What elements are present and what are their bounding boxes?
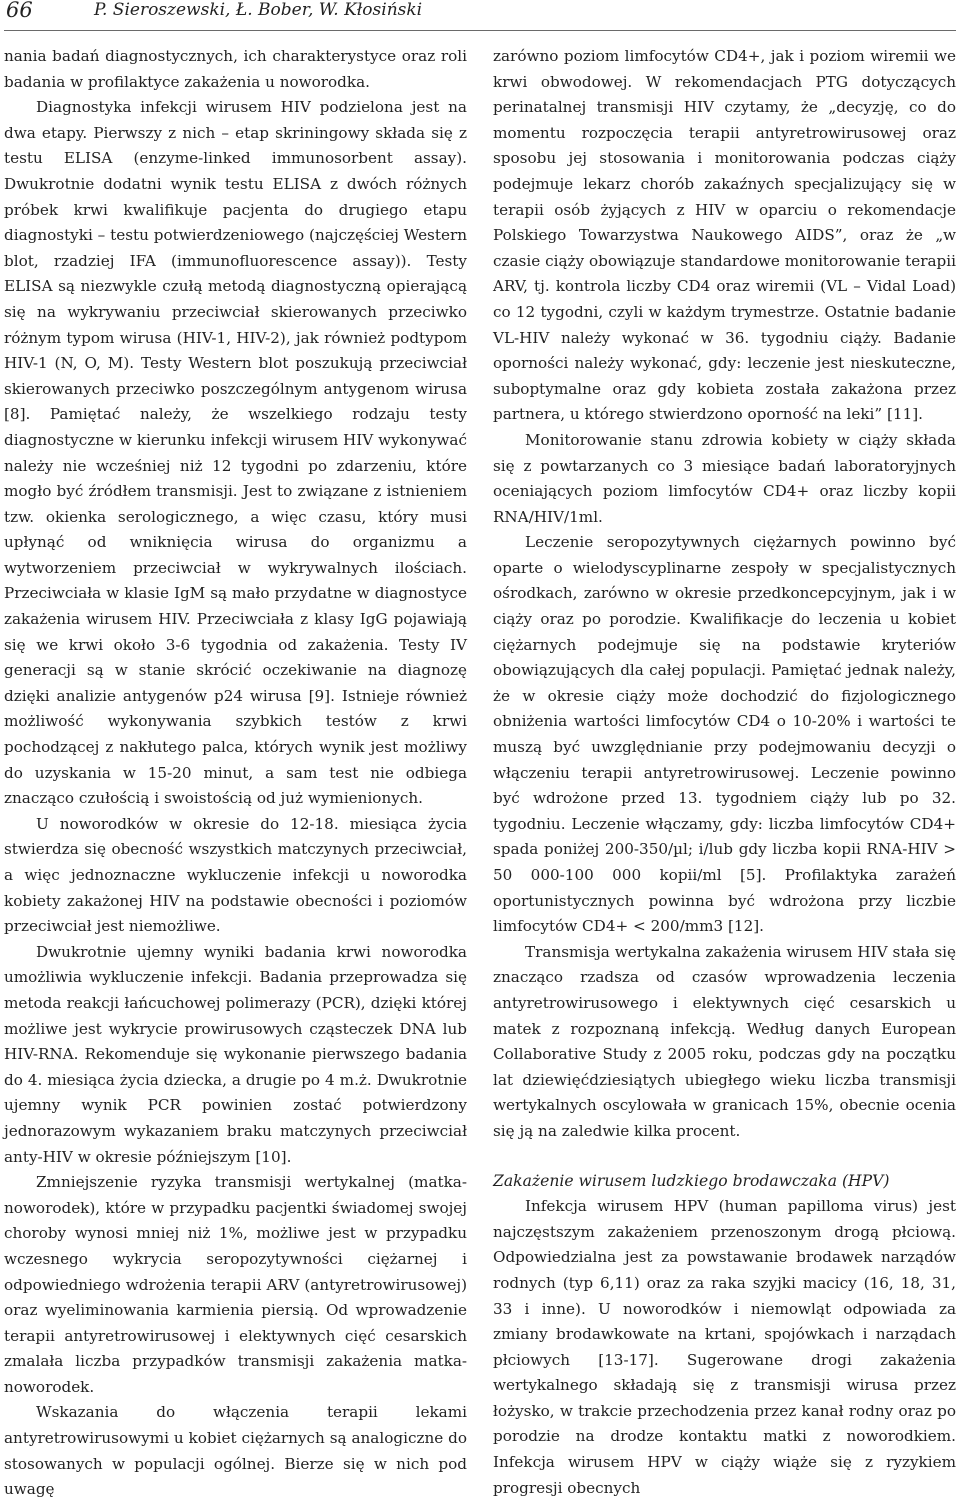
running-header: [4, 0, 956, 31]
paragraph: Diagnostyka infekcji wirusem HIV podzielona jest na dwa etapy. Pierwszy z nich – etap skriningowy składa się z testu ELISA (enzyme-linked immunosorbent assay). Dwukrotnie dodatni wynik testu ELISA z dwóch różnych próbek krwi kwalifikuje pacjenta do drugiego etapu diagnostyki – testu potwierdzeniowego (najczęściej Western blot, rzadziej IFA (immunofluorescence assay)). Testy ELISA są niezwykle czułą metodą diagnostyczną opierającą się na wykrywaniu przeciwciał skierowanych przeciwko różnym typom wirusa (HIV-1, HIV-2), jak również podtypom HIV-1 (N, O, M). Testy Western blot poszukują przeciwciał skierowanych przeciwko poszczególnym antygenom wirusa [8]. Pamiętać należy, że wszelkiego rodzaju testy diagnostyczne w kierunku infekcji wirusem HIV wykonywać należy nie wcześniej niż 12 tygodni po zdarzeniu, które mogło być źródłem transmisji. Jest to związane z istnieniem tzw. okienka serologicznego, a więc czasu, który musi upłynąć od wniknięcia wirusa do organizmu a wytworzeniem przeciwciał w wykrywalnych ilościach. Przeciwciała w klasie IgM są mało przydatne w diagnostyce zakażenia wirusem HIV. Przeciwciała z klasy IgG pojawiają się we krwi około 3-6 tygodnia od zakażenia. Testy IV generacji są w stanie skrócić oczekiwanie na diagnozę dzięki analizie antygenów p24 wirusa [9]. Istnieje również możliwość wykonywania szybkich testów z krwi pochodzącej z nakłutego palca, których wynik jest możliwy do uzyskania w 15-20 minut, a sam test nie odbiega znacząco czułością i swoistością od już wymienionych.: [4, 98, 467, 808]
running-header-authors: P. Sieroszewski, Ł. Bober, W. Kłosiński: [94, 0, 423, 20]
paragraph: Monitorowanie stanu zdrowia kobiety w ciąży składa się z powtarzanych co 3 miesiące badań laboratoryjnych oceniających poziom limfocytów CD4+ oraz liczby kopii RNA/HIV/1ml.: [493, 430, 956, 526]
paragraph: Transmisja wertykalna zakażenia wirusem HIV stała się znacząco rzadsza od czasów wprowadzenia leczenia antyretrowirusowego i elektywnych cięć cesarskich u matek z rozpoznaną infekcją. Według danych European Collaborative Study z 2005 roku, podczas gdy na początku lat dziewięćdziesiątych ubiegłego wieku liczba transmisji wertykalnych oscylowała w granicach 15%, obecnie ocenia się ją na zaledwie kilka procent.: [493, 942, 956, 1140]
paragraph: Infekcja wirusem HPV (human papilloma virus) jest najczęstszym zakażeniem przenoszonym drogą płciową. Odpowiedzialna jest za powstawanie brodawek narządów rodnych (typ 6,11) oraz za raka szyjki macicy (16, 18, 31, 33 i inne). U noworodków i niemowląt odpowiada za zmiany brodawkowate na krtani, spojówkach i narządach płciowych [13-17]. Sugerowane drogi zakażenia wertykalnego składają się z transmisji wirusa przez łożysko, w trakcie przechodzenia przez kanał rodny oraz po porodzie na drodze kontaktu matki z noworodkiem. Infekcja wirusem HPV w ciąży wiąże się z ryzykiem progresji obecnych: [493, 1197, 956, 1497]
paragraph: nania badań diagnostycznych, ich charakterystyce oraz roli badania w profilaktyce zakażenia u noworodka.: [4, 47, 467, 91]
paragraph: zarówno poziom limfocytów CD4+, jak i poziom wiremii we krwi obwodowej. W rekomendacjach PTG dotyczących perinatalnej transmisji HIV czytamy, że „decyzję, co do momentu rozpoczęcia terapii antyretrowirusowej oraz sposobu jej stosowania i monitorowania podczas ciąży podejmuje lekarz chorób zakaźnych specjalizujący się w terapii osób żyjących z HIV w oparciu o rekomendacje Polskiego Towarzystwa Naukowego AIDS”, oraz że „w czasie ciąży obowiązuje standardowe monitorowanie terapii ARV, tj. kontrola liczby CD4 oraz wiremii (VL – Vidal Load) co 12 tygodni, czyli w każdym trymestrze. Ostatnie badanie VL-HIV należy wykonać w 36. tygodniu ciąży. Badanie oporności należy wykonać, gdy: leczenie jest nieskuteczne, suboptymalne oraz gdy kobieta została zakażona przez partnera, u którego stwierdzono oporność na leki” [11].: [493, 47, 956, 424]
section-heading: Zakażenie wirusem ludzkiego brodawczaka (HPV): [493, 1171, 890, 1190]
paragraph: U noworodków w okresie do 12-18. miesiąca życia stwierdza się obecność wszystkich matczynych przeciwciał, a więc jednoznaczne wykluczenie infekcji u noworodka kobiety zakażonej HIV na podstawie obecności i poziomów przeciwciał jest niemożliwe.: [4, 814, 467, 936]
right-column: [493, 44, 956, 1501]
paragraph: Leczenie seropozytywnych ciężarnych powinno być oparte o wielodyscyplinarne zespoły w specjalistycznych ośrodkach, zarówno w okresie przedkoncepcyjnym, jak i w ciąży oraz po porodzie. Kwalifikacje do leczenia u kobiet ciężarnych podejmuje się na podstawie kryteriów obowiązujących dla całej populacji. Pamiętać jednak należy, że w okresie ciąży może dochodzić do fizjologicznego obniżenia wartości limfocytów CD4 o 10-20% i wartości te muszą być uwzględnianie przy podejmowaniu decyzji o włączeniu terapii antyretrowirusowej. Leczenie powinno być wdrożone przed 13. tygodniem ciąży lub po 32. tygodniu. Leczenie włączamy, gdy: liczba limfocytów CD4+ spada poniżej 200-350/µl; i/lub gdy liczba kopii RNA-HIV > 50 000-100 000 kopii/ml [5]. Profilaktyka zarażeń oportunistycznych powinna być wdrożona przy liczbie limfocytów CD4+ < 200/mm3 [12].: [493, 533, 956, 936]
paragraph: Zmniejszenie ryzyka transmisji wertykalnej (matka-noworodek), które w przypadku pacjentki świadomej swojej choroby wynosi mniej niż 1%, możliwe jest w przypadku wczesnego wykrycia seropozytywności ciężarnej i odpowiedniego wdrożenia terapii ARV (antyretrowirusowej) oraz wyeliminowania karmienia piersią. Od wprowadzenie terapii antyretrowirusowej i elektywnych cięć cesarskich zmalała liczba przypadków transmisji zakażenia matka-noworodek.: [4, 1173, 467, 1396]
left-column: [4, 44, 467, 1503]
paragraph: Wskazania do włączenia terapii lekami antyretrowirusowymi u kobiet ciężarnych są analogiczne do stosowanych w populacji ogólnej. Bierze się w nich pod uwagę: [4, 1403, 467, 1499]
page-number: 66: [6, 0, 33, 22]
paragraph: Dwukrotnie ujemny wyniki badania krwi noworodka umożliwia wykluczenie infekcji. Badania przeprowadza się metoda reakcji łańcuchowej polimerazy (PCR), dzięki której możliwe jest wykrycie prowirusowych cząsteczek DNA lub HIV-RNA. Rekomenduje się wykonanie pierwszego badania do 4. miesiąca życia dziecka, a drugie po 4 m.ż. Dwukrotnie ujemny wynik PCR powinien zostać potwierdzony jednorazowym wykazaniem braku matczynych przeciwciał anty-HIV w okresie późniejszym [10].: [4, 942, 467, 1166]
